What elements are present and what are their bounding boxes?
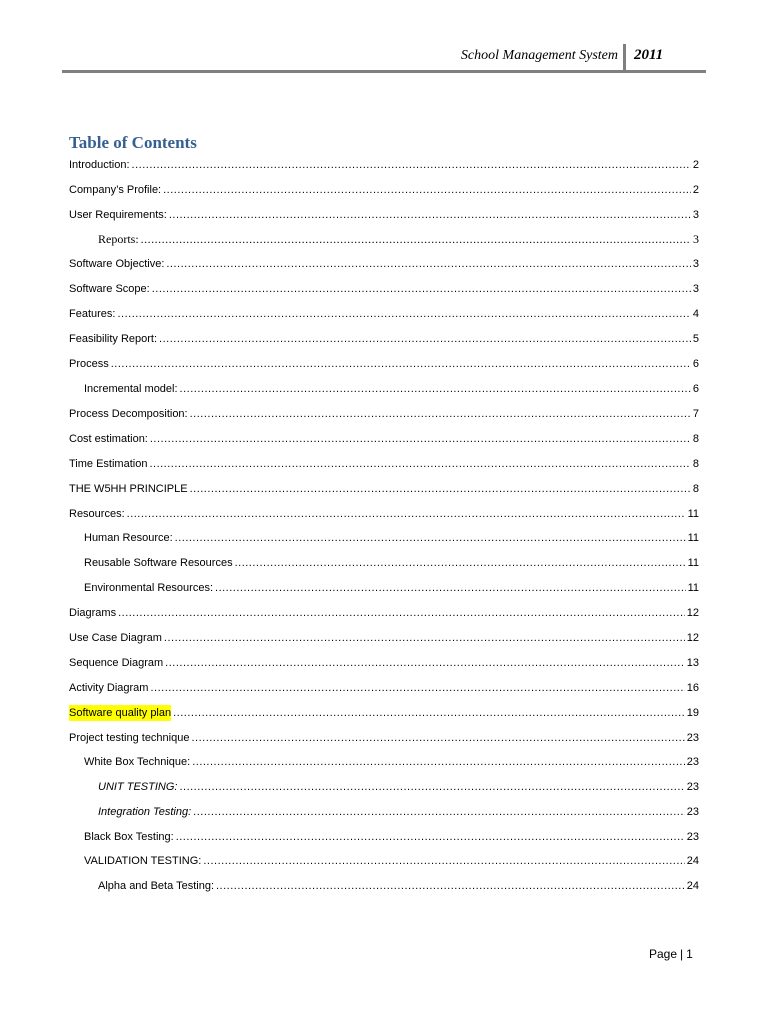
- toc-page-number: 4: [692, 308, 699, 320]
- toc-page-number: 12: [686, 632, 699, 644]
- toc-leader: [215, 580, 686, 596]
- toc-entry-label: Process: [69, 358, 109, 370]
- toc-entry[interactable]: [84, 829, 699, 845]
- toc-page-number: 6: [692, 383, 699, 395]
- toc-entry-label: Time Estimation: [69, 458, 148, 470]
- toc-page-number: 23: [686, 831, 699, 843]
- toc-leader: [132, 157, 691, 173]
- toc-page-number: 2: [692, 184, 699, 196]
- toc-entry-label: UNIT TESTING:: [98, 781, 178, 793]
- toc-page-number: 11: [687, 557, 699, 569]
- toc-page-number: 8: [692, 458, 699, 470]
- toc-page-number: 3: [693, 232, 699, 246]
- toc-page-number: 23: [686, 806, 699, 818]
- toc-entry-label: Integration Testing:: [98, 806, 192, 818]
- toc-page-number: 12: [686, 607, 699, 619]
- toc-entry[interactable]: [69, 481, 699, 497]
- toc-entry[interactable]: [84, 555, 699, 571]
- toc-leader: [111, 356, 691, 372]
- toc-entry-label: Diagrams: [69, 607, 117, 619]
- toc-page-number: 11: [687, 582, 699, 594]
- toc-leader: [150, 431, 691, 447]
- toc-entry-label: Alpha and Beta Testing:: [98, 880, 214, 892]
- toc-entry[interactable]: [84, 580, 699, 596]
- toc-entry-label: Sequence Diagram: [69, 657, 164, 669]
- toc-leader: [193, 804, 685, 820]
- toc-leader: [118, 605, 685, 621]
- toc-leader: [163, 182, 691, 198]
- toc-entry[interactable]: [69, 655, 699, 671]
- header-rule: [62, 70, 706, 73]
- toc-entry-label: Process Decomposition:: [69, 408, 188, 420]
- document-year: 2011: [634, 47, 664, 63]
- toc-heading: Table of Contents: [69, 133, 197, 152]
- toc-entry-label: THE W5HH PRINCIPLE: [69, 483, 188, 495]
- toc-entry[interactable]: [69, 431, 699, 447]
- toc-entry[interactable]: [69, 506, 699, 522]
- toc-leader: [159, 331, 691, 347]
- toc-entry-label: Human Resource:: [84, 532, 173, 544]
- toc-page-number: 3: [692, 209, 699, 221]
- toc-entry[interactable]: [69, 157, 699, 173]
- toc-leader: [192, 754, 685, 770]
- toc-entry[interactable]: [69, 182, 699, 198]
- toc-leader: [127, 506, 686, 522]
- toc-entry-label: Incremental model:: [84, 383, 178, 395]
- toc-entry-label: Use Case Diagram: [69, 632, 162, 644]
- toc-entry[interactable]: [84, 381, 699, 397]
- toc-entry[interactable]: [69, 630, 699, 646]
- toc-page-number: 16: [686, 682, 699, 694]
- toc-leader: [190, 481, 691, 497]
- toc-leader: [179, 779, 684, 795]
- toc-entry[interactable]: [69, 207, 699, 223]
- toc-page-number: 8: [692, 483, 699, 495]
- toc-entry-label: Resources:: [69, 508, 125, 520]
- toc-entry[interactable]: [84, 853, 699, 869]
- toc-entry-label: Company’s Profile:: [69, 184, 162, 196]
- toc-page-number: 3: [692, 283, 699, 295]
- toc-leader: [173, 705, 685, 721]
- toc-entry[interactable]: [69, 356, 699, 372]
- toc-page-number: 11: [687, 508, 699, 520]
- toc-entry[interactable]: [69, 456, 699, 472]
- toc-entry[interactable]: [98, 804, 699, 820]
- toc-page-number: 3: [692, 258, 699, 270]
- toc-entry[interactable]: [69, 281, 699, 297]
- toc-entry[interactable]: [69, 730, 699, 746]
- toc-entry[interactable]: [98, 231, 699, 247]
- toc-entry[interactable]: [69, 406, 699, 422]
- toc-entry-label: Cost estimation:: [69, 433, 148, 445]
- page-header: [62, 44, 706, 71]
- toc-leader: [176, 829, 685, 845]
- toc-entry-label: Introduction:: [69, 159, 130, 171]
- toc-entry-label: Activity Diagram: [69, 682, 149, 694]
- toc-entry-label: User Requirements:: [69, 209, 167, 221]
- toc-entry-label: Features:: [69, 308, 116, 320]
- toc-leader: [164, 630, 685, 646]
- toc-page-number: 5: [692, 333, 699, 345]
- toc-page-number: 8: [692, 433, 699, 445]
- toc-page-number: 23: [686, 756, 699, 768]
- toc-entry[interactable]: [69, 605, 699, 621]
- toc-leader: [180, 381, 691, 397]
- toc-leader: [152, 281, 691, 297]
- page-number: 1: [686, 947, 693, 961]
- toc-entry-label: Feasibility Report:: [69, 333, 158, 345]
- toc-entry-label: Black Box Testing:: [84, 831, 174, 843]
- page-label: Page: [649, 947, 678, 961]
- toc-page-number: 13: [686, 657, 699, 669]
- toc-page-number: 19: [686, 707, 699, 719]
- toc-entry-label: Software Scope:: [69, 283, 150, 295]
- toc-entry-label: VALIDATION TESTING:: [84, 855, 202, 867]
- document-title: School Management System: [460, 48, 618, 63]
- toc-page-number: 6: [692, 358, 699, 370]
- toc-entry[interactable]: [84, 530, 699, 546]
- toc-page-number: 24: [686, 880, 699, 892]
- toc-entry[interactable]: [69, 680, 699, 696]
- toc-entry[interactable]: [69, 306, 699, 322]
- toc-entry[interactable]: [98, 878, 699, 894]
- toc-entry-label: Software quality plan: [69, 707, 172, 719]
- toc-entry-label: Reusable Software Resources: [84, 557, 233, 569]
- toc-entry-label: Software Objective:: [69, 258, 165, 270]
- page-footer: [649, 947, 693, 961]
- toc-entry-label: Environmental Resources:: [84, 582, 214, 594]
- toc-page-number: 7: [692, 408, 699, 420]
- toc-page-number: 23: [686, 781, 699, 793]
- toc-leader: [117, 306, 690, 322]
- toc-entry-label: White Box Technique:: [84, 756, 191, 768]
- toc-entry[interactable]: [98, 779, 699, 795]
- toc-leader: [175, 530, 686, 546]
- toc-leader: [216, 878, 685, 894]
- toc-entry[interactable]: [69, 331, 699, 347]
- toc-page-number: 24: [686, 855, 699, 867]
- toc-page-number: 23: [686, 732, 699, 744]
- toc-leader: [165, 655, 685, 671]
- footer-separator: |: [680, 947, 684, 961]
- toc-leader: [203, 853, 684, 869]
- toc-entry[interactable]: [69, 705, 699, 721]
- toc-leader: [141, 231, 691, 247]
- toc-leader: [190, 406, 691, 422]
- header-separator: [623, 44, 626, 70]
- toc-entry[interactable]: [69, 256, 699, 272]
- toc-leader: [150, 680, 684, 696]
- toc-page-number: 11: [687, 532, 699, 544]
- toc-entry-label: Project testing technique: [69, 732, 190, 744]
- toc-leader: [191, 730, 684, 746]
- toc-entry[interactable]: [84, 754, 699, 770]
- toc-leader: [149, 456, 690, 472]
- toc-entry-label: Reports:: [98, 232, 139, 246]
- toc-leader: [169, 207, 691, 223]
- toc-page-number: 2: [692, 159, 699, 171]
- toc-leader: [166, 256, 691, 272]
- toc-leader: [235, 555, 686, 571]
